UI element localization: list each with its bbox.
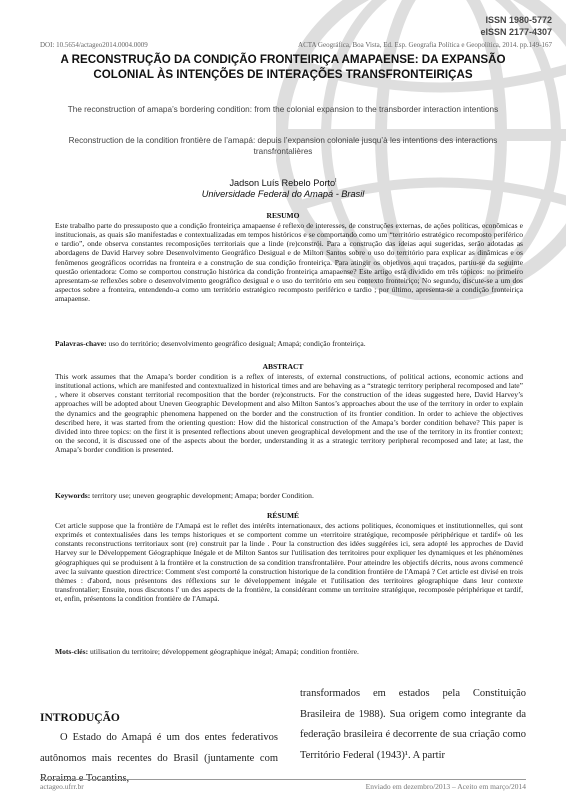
doi[interactable]: DOI: 10.5654/actageo2014.0004.0009 xyxy=(40,41,148,49)
abstract-keywords-label: Keywords: xyxy=(55,491,91,500)
journal-citation: ACTA Geográfica, Boa Vista, Ed. Esp. Geografia Política e Geopolítica, 2014. pp.149-167 xyxy=(298,41,552,49)
eissn: eISSN 2177-4307 xyxy=(480,26,552,37)
resumo-heading: RESUMO xyxy=(266,211,300,220)
intro-column-right: transformados em estados pela Constituição Brasileira de 1988). Sua origem como integrante da federação brasileira é decorrente de sua criação como Território Federal (1943)¹. A partir xyxy=(300,688,526,761)
article-title: A RECONSTRUÇÃO DA CONDIÇÃO FRONTEIRIÇA AMAPAENSE: DA EXPANSÃO COLONIAL ÀS INTENÇÕES DE INTERAÇÕES TRANSFRONTEIRIÇAS xyxy=(60,53,506,81)
resumo-keywords-label: Palavras-chave: xyxy=(55,339,107,348)
submission-dates: Enviado em dezembro/2013 – Aceito em março/2014 xyxy=(365,782,526,791)
abstract-heading: ABSTRACT xyxy=(262,362,304,371)
page-footer xyxy=(40,782,526,791)
footer-rule xyxy=(40,779,526,780)
resumo-text: Este trabalho parte do pressuposto que a condição fronteiriça amapaense é reflexo de interesses, de construções externas, de ações políticas, econômicas e institucionais, as quais são manifestadas e contextualizadas em tempos históricos e se comportando como um “território estratégico recomposto periférico e tardio”, onde observa constantes recomposições territoriais que a linde (re)constrói. Para a construção das ideias aqui sugeridas, serão adotadas as abordagens de David Harvey sobre Desenvolvimento Geográfico Desigual e de Milton Santos sobre o uso do território para explicar as dinâmicas e os fenômenos geográficos ocorridas na fronteira e a construção de sua condição fronteiriça. Para atingir os objetivos aqui traçados, partiu-se da seguinte questão orientadora: Como se comportou construção histórica da condição fronteiriça amapaense? Este artigo está dividido em três tópicos: no primeiro apresentam-se reflexões sobre o desenvolvimento geográfico desigual e o uso do território em seu contexto fronteiriço; No segundo, discute-se a um dos aspectos sobre a fronteira, entendendo-a como um território estratégico recomposto periférico e tardio ; por último, apresenta-se a condição fronteiriça amapaense. xyxy=(55,221,523,304)
resume-keywords xyxy=(55,647,523,656)
resumo-keywords-text: uso do território; desenvolvimento geográfico desigual; Amapá; condição fronteiriça. xyxy=(108,339,366,348)
issn-block xyxy=(480,15,552,38)
resume-heading: RÉSUMÉ xyxy=(266,511,300,520)
journal-website[interactable]: actageo.ufrr.br xyxy=(40,782,84,791)
resume-keywords-text: utilisation du territoire; développement géographique inégal; Amapá; condition frontière. xyxy=(90,647,359,656)
resumo-keywords xyxy=(55,339,523,348)
issn: ISSN 1980-5772 xyxy=(485,15,552,25)
abstract-keywords xyxy=(55,491,523,500)
subtitle-french: Reconstruction de la condition frontière de l’amapá: depuis l’expansion coloniale jusqu’à les intentions des interactions transfrontalières xyxy=(68,136,498,156)
abstract-text: This work assumes that the Amapa’s border condition is a reflex of interests, of external constructions, of political actions, economic actions and institutional actions, which are manifested and contextualized in historical times and are behaving as a “strategic territory peripheral recomposed and late” , where it observes constant territorial recomposition that the border (re)constructs. For the construction of the ideas suggested here, David Harvey’s approaches will be adopted about Uneven Geographic Development and also Milton Santos’s approaches about the use of the territory in order to explain the dynamics and the geographic phenomena happened on the border and the construction of its frontier condition. In order to achieve the objectives described here, it was started from the orienting question: How did the historical construction of the Amapa’s border condition behave? This paper is divided into three topics: on the first it is presented reflections about uneven geographical development and the use of the territory in its frontier context; on the second, it is discussed one of the aspects about the border, understanding it as a strategic territory peripheral recomposed and late; at last, the Amapa’s border condition is presented. xyxy=(55,372,523,455)
intro-column-left: O Estado do Amapá é um dos entes federativos autônomos mais recentes do Brasil (juntamente com Roraima e Tocantins, xyxy=(40,732,278,784)
resume-keywords-label: Mots-clés: xyxy=(55,647,89,656)
resume-text: Cet article suppose que la frontière de l'Amapá est le reflet des intérêts internationaux, des actions politiques, économiques et institutionnelles, qui sont exprimés et contextualisées dans les temps historiques et se comportent comme un «territoire stratégique, recomposée périphérique et tardif» où les constants reconstructions territoriaux sont (re) construit par la linde . Pour la construction des idées suggérées ici, sera adopté les approches de David Harvey sur le Développement Géographique Inégale et de Milton Santos sur l'utilisation des territoires pour expliquer les dynamiques et les phénomènes géographiques qui se produisent à la frontière et la construction de sa condition transfrontalière. Pour atteindre les objectifs décrits, nous avons commencé avec la suivante question directrice: Comment s'est comporté la construction historique de la condition frontière de l'Amapá ? Cet article est divisé en trois thèmes : d'abord, nous présentons des réflexions sur le développement inégale et l'utilisation des territoires géographique dans leur contexte transfrontalier; Ensuite, nous discutons l' un des aspects de la frontière, la considérant comme un territoire stratégique, recomposée périphérique et tardif, et, enfin, présentons la condition frontière de l'Amapá. xyxy=(55,521,523,604)
subtitle-english: The reconstruction of amapa’s bordering condition: from the colonial expansion to the transborder interaction intentions xyxy=(67,105,499,114)
introduction-heading: INTRODUÇÃO xyxy=(40,712,120,724)
abstract-keywords-text: territory use; uneven geographic development; Amapa; border Condition. xyxy=(92,491,314,500)
running-header xyxy=(40,41,552,49)
author-footnote-mark: I xyxy=(335,178,337,184)
author-block xyxy=(40,176,526,200)
author-affiliation: Universidade Federal do Amapá - Brasil xyxy=(201,189,365,200)
author-name: Jadson Luís Rebelo Porto xyxy=(229,178,336,189)
